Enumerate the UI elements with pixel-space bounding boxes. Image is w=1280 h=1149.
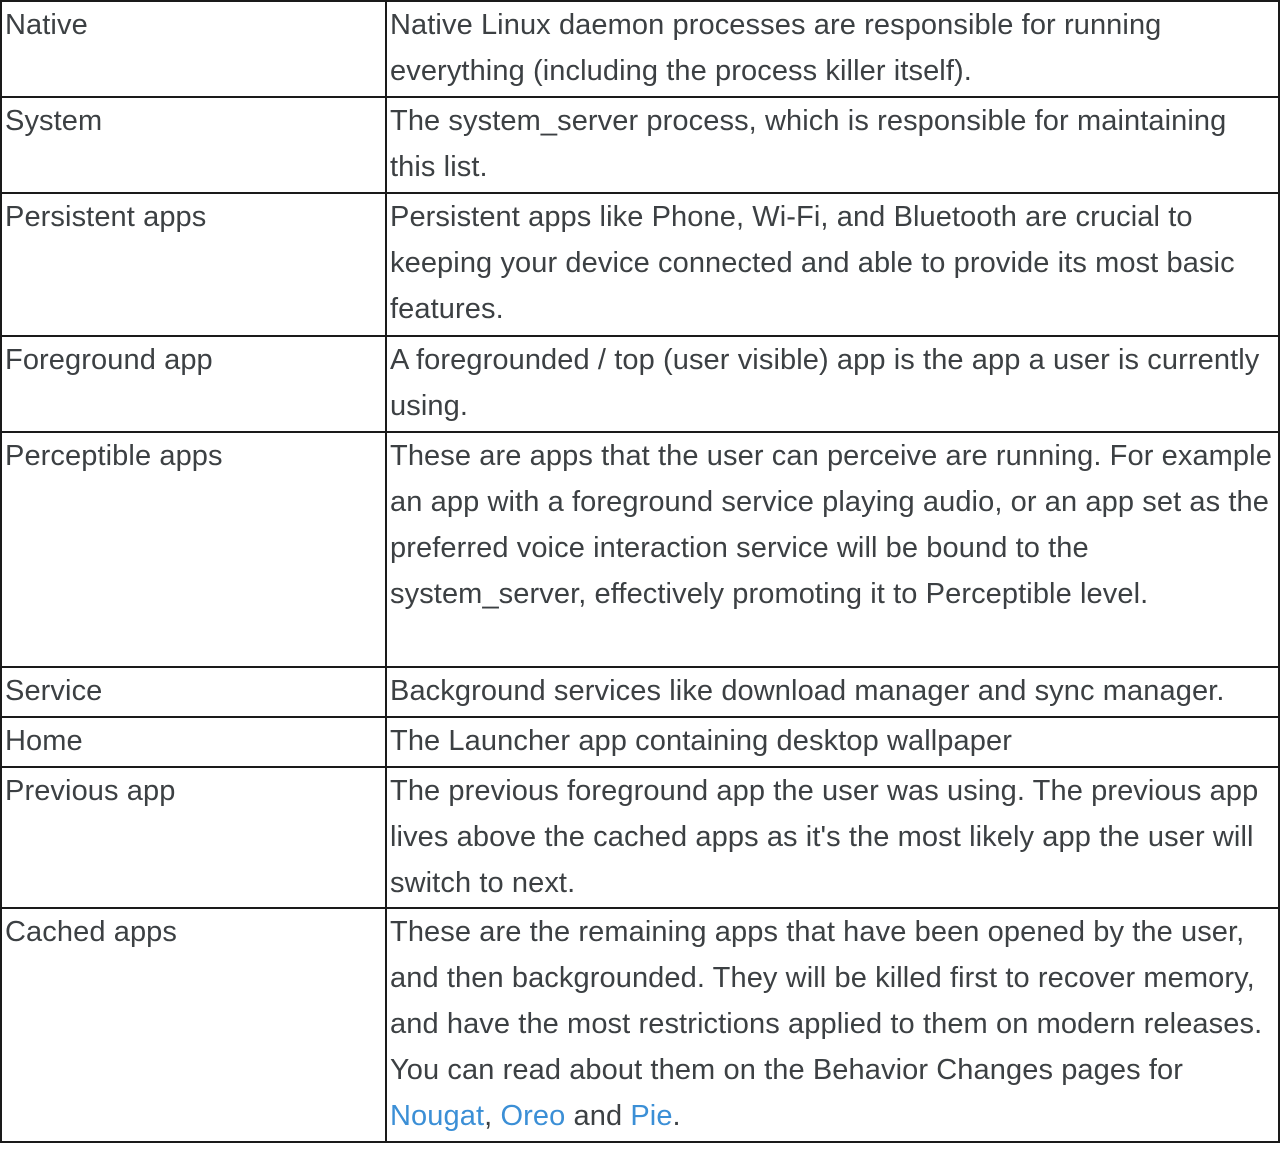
description-end: . <box>672 1100 681 1132</box>
process-description: The previous foreground app the user was using. The previous app lives above the cached apps as it's the most likely app the user will switch to next. <box>386 767 1279 908</box>
table-row <box>1 432 1279 667</box>
table-row <box>1 336 1279 432</box>
process-description: The Launcher app containing desktop wallpaper <box>386 717 1279 767</box>
process-description: Background services like download manager and sync manager. <box>386 667 1279 717</box>
oreo-link[interactable]: Oreo <box>500 1100 566 1132</box>
table-row <box>1 97 1279 193</box>
process-description <box>386 908 1279 1142</box>
table-row <box>1 717 1279 767</box>
separator-comma: , <box>484 1100 501 1132</box>
process-name: Native <box>1 1 386 97</box>
process-description: Persistent apps like Phone, Wi-Fi, and Bluetooth are crucial to keeping your device connected and able to provide its most basic features. <box>386 193 1279 336</box>
table-row <box>1 1 1279 97</box>
pie-link[interactable]: Pie <box>630 1100 673 1132</box>
process-name: System <box>1 97 386 193</box>
process-name: Foreground app <box>1 336 386 432</box>
process-name: Cached apps <box>1 908 386 1142</box>
nougat-link[interactable]: Nougat <box>390 1100 485 1132</box>
separator-and: and <box>565 1100 631 1132</box>
process-name: Perceptible apps <box>1 432 386 667</box>
process-description: A foregrounded / top (user visible) app is the app a user is currently using. <box>386 336 1279 432</box>
process-description: These are apps that the user can perceive are running. For example an app with a foreground service playing audio, or an app set as the preferred voice interaction service will be bound to the system_server, effectively promoting it to Perceptible level. <box>386 432 1279 667</box>
process-name: Previous app <box>1 767 386 908</box>
process-name: Persistent apps <box>1 193 386 336</box>
table-row <box>1 193 1279 336</box>
table-row <box>1 667 1279 717</box>
process-description: Native Linux daemon processes are responsible for running everything (including the process killer itself). <box>386 1 1279 97</box>
table-row <box>1 767 1279 908</box>
process-description: The system_server process, which is responsible for maintaining this list. <box>386 97 1279 193</box>
process-name: Service <box>1 667 386 717</box>
table-row <box>1 908 1279 1142</box>
description-text: These are the remaining apps that have been opened by the user, and then backgrounded. They will be killed first to recover memory, and have the most restrictions applied to them on modern releases. You can read about them on the Behavior Changes pages for <box>390 916 1263 1086</box>
process-name: Home <box>1 717 386 767</box>
